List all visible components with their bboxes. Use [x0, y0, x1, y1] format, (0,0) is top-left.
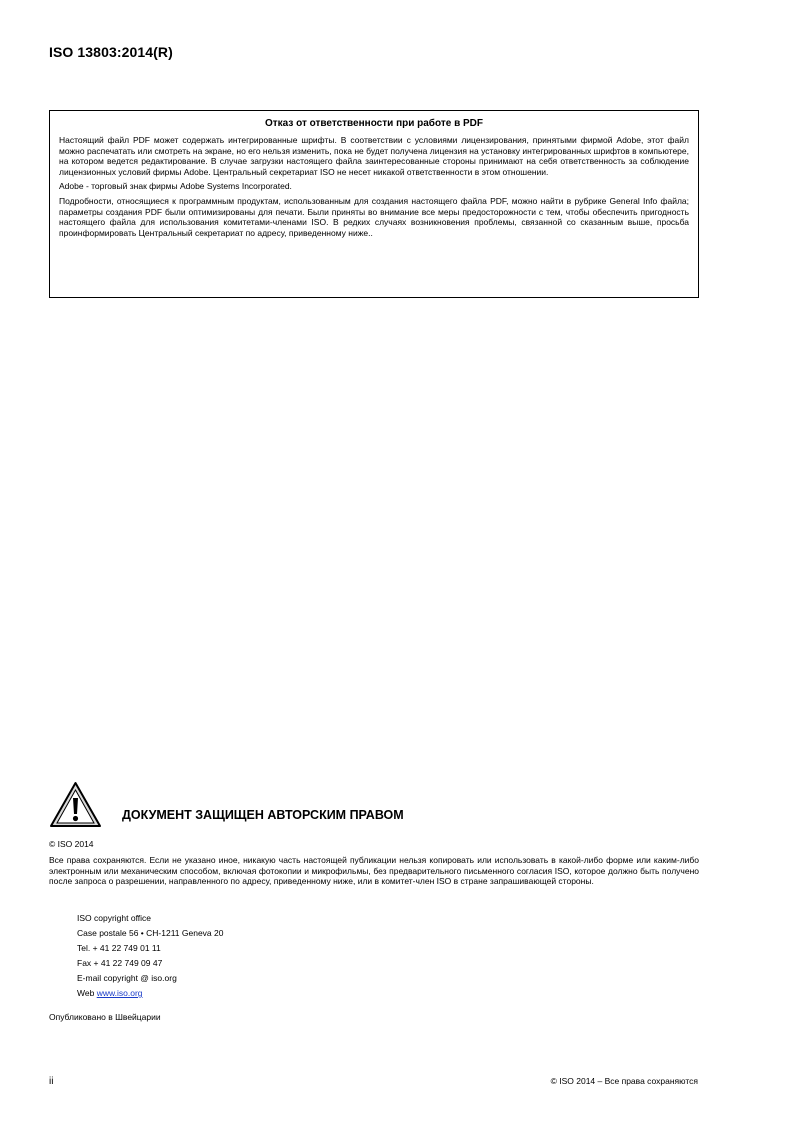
address-tel: Tel. + 41 22 749 01 11 — [77, 943, 161, 953]
address-postal: Case postale 56 • CH-1211 Geneva 20 — [77, 928, 224, 938]
published-in: Опубликовано в Швейцарии — [49, 1012, 161, 1022]
warning-triangle-icon — [49, 781, 102, 828]
address-email: E-mail copyright @ iso.org — [77, 973, 177, 983]
footer-copyright: © ISO 2014 – Все права сохраняются — [550, 1076, 698, 1086]
rights-text: Все права сохраняются. Если не указано иное, никакую часть настоящей публикации нельзя копировать или использовать в какой-либо форме или каким-либо электронным или механическим способом, включая фотокопии и микрофильмы, без предварительного письменного согласия ISO, которое должно быть получено после запроса о разрешении, направленного по адресу, приведенному ниже, или в комитет-член ISO в стране запрашивающей стороны. — [49, 855, 699, 887]
iso-address — [77, 911, 223, 1001]
copyright-heading: ДОКУМЕНТ ЗАЩИЩЕН АВТОРСКИМ ПРАВОМ — [122, 808, 404, 822]
address-fax: Fax + 41 22 749 09 47 — [77, 958, 163, 968]
page-number: ii — [49, 1076, 54, 1087]
pdf-disclaimer-box — [49, 110, 699, 298]
address-web — [77, 986, 223, 1001]
document-id: ISO 13803:2014(R) — [49, 44, 173, 60]
disclaimer-paragraph: Настоящий файл PDF может содержать интегрированные шрифты. В соответствии с условиями лицензирования, принятыми фирмой Adobe, этот файл можно распечатать или смотреть на экране, но его нельзя изменить, пока не будет получена лицензия на установку интегрированных шрифтов в компьютере, на котором ведется редактирование. В случае загрузки настоящего файла заинтересованные стороны принимают на себя ответственность за соблюдение лицензионных условий фирмы Adobe. Центральный секретариат ISO не несет никакой ответственности в этом отношении. — [59, 135, 689, 177]
web-label: Web — [77, 988, 97, 998]
copyright-line: © ISO 2014 — [49, 839, 94, 849]
disclaimer-paragraph: Подробности, относящиеся к программным продуктам, использованным для создания настоящего файла PDF, можно найти в рубрике General Info файла; параметры создания PDF были оптимизированы для печати. Были приняты во внимание все меры предосторожности с тем, чтобы обеспечить пригодность настоящего файла для использования комитетами-членами ISO. В редких случаях возникновения проблемы, связанной со сказанным выше, просьба проинформировать Центральный секретариат по адресу, приведенному ниже.. — [59, 195, 689, 238]
disclaimer-paragraph: Adobe - торговый знак фирмы Adobe Systems Incorporated. — [59, 181, 292, 192]
web-link[interactable]: www.iso.org — [96, 988, 143, 998]
address-office: ISO copyright office — [77, 913, 152, 923]
disclaimer-title: Отказ от ответственности при работе в PDF — [264, 118, 484, 129]
